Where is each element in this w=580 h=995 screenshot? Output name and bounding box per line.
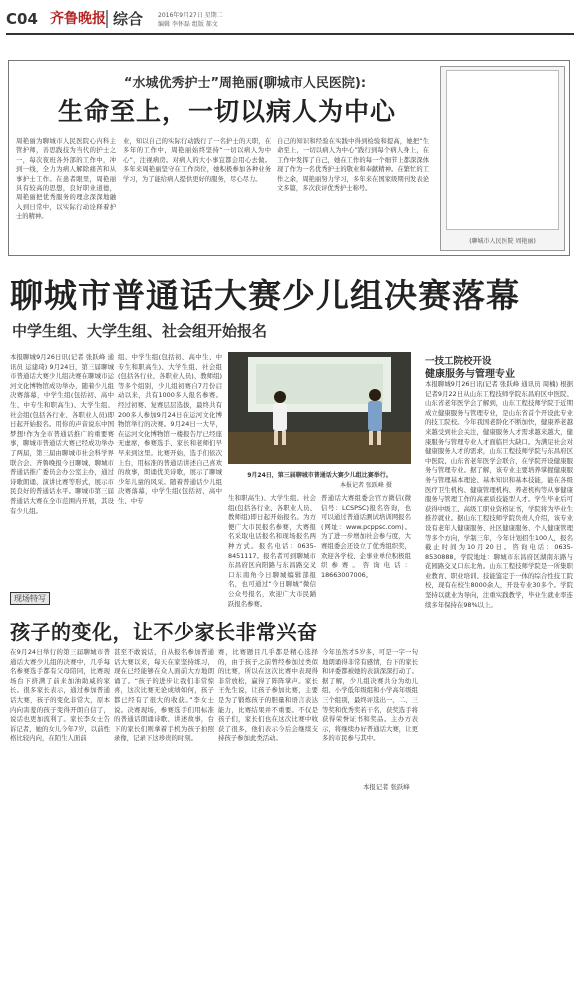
feature-title: 生命至上，一切以病人为中心	[57, 97, 396, 126]
portrait-photo	[446, 70, 559, 230]
story-column: 普通话大赛组委会官方微信(微信号：LCSPSC)报名咨询，也可以通过普通话测试培训网报名(网址：www.pcppsc.com)。为了进一步增加社会参与度，大赛组委会还设立了优秀组织奖，欢迎各学校、企事业单位积极组织参赛。咨询电话：18663007006。	[321, 494, 411, 579]
side-story-kicker: 一技工院校开设	[425, 356, 492, 367]
main-headline: 聊城市普通话大赛少儿组决赛落幕	[10, 276, 520, 315]
story2-byline: 本报记者 张跃峰	[363, 783, 410, 791]
main-subhead: 中学生组、大学生组、社会组开始报名	[12, 322, 268, 340]
portrait-caption: (聊城市人民医院 周艳丽)	[469, 238, 536, 245]
feature-column: 周艳丽为聊城市人民医院心内科主管护师，善思践技为当代的护士之一，每次夜班各外部的工作中，冲到一线，全力为病人解除痛苦和从事护士工作。在患者眼里，周艳丽具有较高的思想，良好职业道德，周艳丽把优秀服务的理念深深地融入到日常中，以实际行动诠释着护士的精神。	[16, 138, 116, 221]
story-column: 组、中学生组(包括初、高中生、中专生和职高生)、大学生组、社会组(包括各行业、各职业人员)、教师组)等多个组别，少儿组初赛自7月份启动以来，共有1000多人报名参赛。经过初赛、复赛层层选拔，最终共有200多人参加9月24日在运河文化博物馆举行的决赛。9月24日一大早，在运河文化博物馆一楼报告厅已经座无虚席，参赛选手、家长和老师们早早来到这里。比赛开始，选手们依次上台，用标准的普通话讲述自己喜欢的故事，朗诵优美诗歌，展示了聊城少年儿童的风采。随着普通话少儿组决赛落幕，中学生组(包括初、高中生、中专	[118, 353, 222, 505]
story2-column: 在9月24日举行的第三届聊城市普通话大赛少儿组的决赛中，几乎每名参赛选手都有父母陪同，比赛现场台下挤满了前来加油助威的家长。很多家长表示，通过参加普通话大赛，孩子的变化非常大，原本内向害羞的孩子变得开朗自信了，说话也更加流利了。家长李女士告诉记者，她的女儿今年7岁，以前性格比较内向，在陌生人面前	[10, 648, 110, 743]
story-column: 本报聊城9月26日讯(记者 张跃峰 通讯员 运建琦) 9月24日，第三届聊城市普通话大赛少儿组决赛在聊城市运河文化博物馆成功举办，随着少儿组决赛落幕，中学生组(包括初、高中生、中专生和职高生)、大学生组、社会组(包括各行业、各职业人员)即日起开始报名。用你的声音说东中国梦想!作为全市普通话推广的重要赛事，聊城市普通话大赛已经成功举办了两届，第三届由聊城市社会科学界联合会、齐鲁晚报今日聊城、聊城市普通话推广委员会办公室主办，通过诗歌朗诵、演讲比赛等形式，展示市民良好的普通话水平。聊城市第三届普通话大赛在全市范围内开展，其设有少儿组。	[10, 353, 114, 515]
editor-line: 编辑 李怀磊 组版 郝文	[158, 21, 218, 28]
contest-photo	[228, 352, 411, 464]
section-name: 综合	[113, 10, 144, 28]
contest-photo-illustration	[228, 352, 411, 464]
story2-column: 甚至不敢说话，自从报名参加普通话大赛以来，每天在家坚持练习，现在已经能够在众人面前大方地朗诵了。“孩子的进步让我们非常惊喜，这次比赛无论成绩如何，孩子都已经有了很大的收获。”李女士说。决赛现场，参赛选手们用标准的普通话朗诵诗歌、讲述故事，台下的家长们则拿着手机为孩子拍照录像，记录下这珍贵的时刻。	[114, 648, 214, 743]
side-story-title: 健康服务与管理专业	[425, 369, 515, 380]
scene-tag: 现场特写	[10, 592, 50, 605]
story-column: 生和职高生)、大学生组、社会组(包括各行业、各职业人员、教师组)即日起开始报名。为方便广大市民报名参赛，大赛报名采取电话报名和现场报名两种方式。报名电话：0635-8451117。报名者可到聊城市东昌府区向阳路与东昌路交叉口东南角今日聊城编辑部报名，也可通过“今日聊城”微信公众号报名，欢迎广大市民踊跃报名参赛。	[228, 494, 316, 608]
story2-column: 今年虽然才5岁多，可是一字一句地朗诵得非常有感情，台下的家长和评委都被她的表演深深打动了。据了解，少儿组决赛共分为幼儿组、小学低年级组和小学高年级组三个组别，最终评选出一、二、三等奖和优秀奖若干名，获奖选手将获得荣誉证书和奖品。主办方表示，将继续办好普通话大赛，让更多的市民参与其中。	[322, 648, 418, 743]
photo-credit: 本报记者 张跃峰 摄	[340, 482, 392, 489]
feature-kicker: “水城优秀护士”周艳丽(聊城市人民医院):	[123, 76, 367, 91]
date-line: 2016年9月27日 星期二	[158, 12, 223, 19]
section-divider	[106, 10, 108, 28]
story2-headline: 孩子的变化，让不少家长非常兴奋	[10, 620, 318, 644]
photo-caption: 9月24日，第三届聊城市普通话大赛少儿组比赛举行。	[247, 472, 392, 479]
feature-column: 自己的知识和经验在实践中得到检验和提高，她把“生命至上，一切以病人为中心”践行到每个病人身上，在工作中发挥了自己，她在工作的每一个细节上都深深体现了作为一名优秀护士的敬业和奉献精神。在繁忙的工作之余，周艳丽努力学习，多年来在国家级期刊发表论文多篇，多次获评优秀护士称号。	[277, 138, 429, 193]
paper-logo: 齐鲁晚报	[50, 11, 106, 27]
story2-column: 赛，比赛题目几乎都是精心选择的，由于孩子之前曾经参加过类似的比赛，所以在这次比赛中表现得非常放松，赢得了阵阵掌声。家长王先生说，让孩子参加比赛，主要是为了锻炼孩子的胆量和语言表达能力，比赛结果并不重要。不仅是孩子们，家长们也在这次比赛中收获了很多，他们表示今后会继续支持孩子参加此类活动。	[218, 648, 318, 743]
page-number: C04	[6, 10, 38, 28]
header-rule	[6, 33, 574, 35]
side-story-body: 本报聊城9月26日讯(记者 张跃峰 通讯员 周楠) 根据记者9月22日从山东工程技师学院东昌府区中医院、山东省老年医学会了解到，山东工程技师学院于近期成立健康服务与管理专业，是山东省首个开设此专业的技工院校。今年我国老龄化不断加快，健康养老越来越受到社会关注，健康服务人才需求越来越大，健康服务与管理专业人才面临巨大缺口。为满足社会对健康服务人才的需求，山东工程技师学院与东昌府区中医院、山东省老年医学会联合，在学院开设健康服务与管理专业。据了解，该专业主要培养掌握健康服务与管理基本理论、基本知识和基本技能，能在各级医疗卫生机构、健康管理机构、养老机构等从事健康服务与管理工作的高素质技能型人才。学生毕业后可获得中级工、高级工职业资格证书，学院将为毕业生推荐就业。据山东工程技师学院负责人介绍，该专业设有老年人健康服务、社区健康服务、个人健康管理等多个方向，学制三年，今年计划招生100人，报名截止时间为10月20日。咨询电话：0635-8530888。学院地址：聊城市东昌府区湖南东路与花园路交叉口东北角。山东工程技师学院是一所集职业教育、职业培训、技能鉴定于一体的综合性技工院校，现有在校生8000余人，开设专业30多个。学院坚持以就业为导向，注重实践教学，毕业生就业率连续多年保持在98%以上。	[425, 380, 573, 609]
feature-column: 业，知以自己的实际行动践行了一名护士的天职，在多年的工作中，周艳丽始终坚持“一切以病人为中心”，注视病房。对病人的大小事宜都会用心去做。多年来周艳丽坚守在工作岗位，她积极参加各种业务学习，为了能给病人提供更好的服务，尽心尽力。	[123, 138, 271, 183]
